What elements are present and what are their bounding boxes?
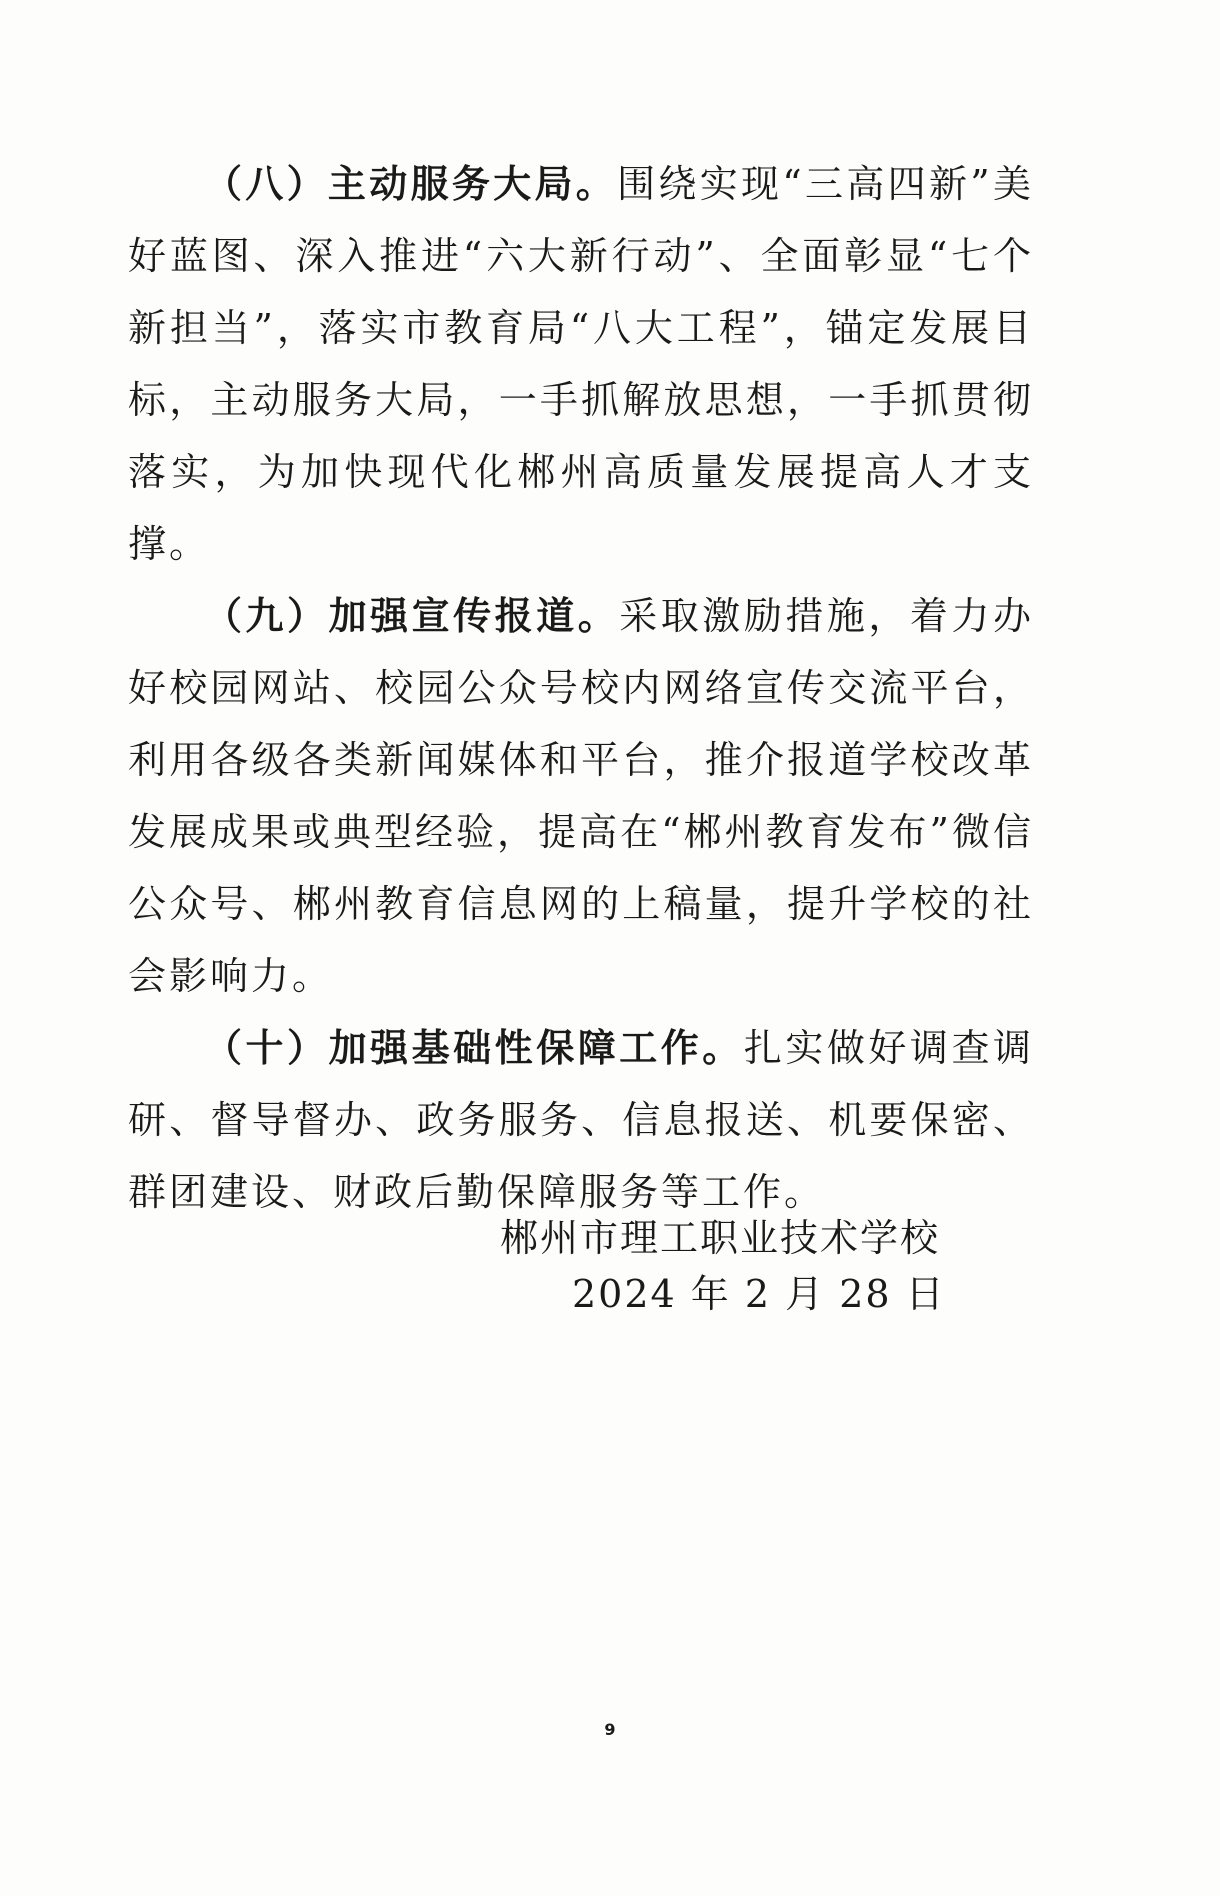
paragraph-ten-title: （十）加强基础性保障工作。 — [204, 1026, 744, 1070]
paragraph-ten — [128, 1012, 1034, 1228]
page-number: 9 — [604, 1720, 616, 1739]
paragraph-nine-title: （九）加强宣传报道。 — [204, 594, 620, 638]
paragraph-ten-text: 扎实做好调查调研、督导督办、政务服务、信息报送、机要保密、群团建设、财政后勤保障服务等工作。 — [128, 1026, 1034, 1214]
document-body — [128, 148, 1034, 1228]
signature-block — [500, 1210, 946, 1322]
paragraph-eight-title: （八）主动服务大局。 — [204, 162, 618, 206]
paragraph-nine — [128, 580, 1034, 1012]
signature-date: 2024 年 2 月 28 日 — [572, 1272, 946, 1316]
paragraph-nine-text: 采取激励措施，着力办好校园网站、校园公众号校内网络宣传交流平台，利用各级各类新闻媒体和平台，推介报道学校改革发展成果或典型经验，提高在“郴州教育发布”微信公众号、郴州教育信息网的上稿量，提升学校的社会影响力。 — [128, 594, 1034, 998]
paragraph-eight-text: 围绕实现“三高四新”美好蓝图、深入推进“六大新行动”、全面彰显“七个新担当”，落实市教育局“八大工程”，锚定发展目标，主动服务大局，一手抓解放思想，一手抓贯彻落实，为加快现代化郴州高质量发展提高人才支撑。 — [128, 162, 1034, 566]
signature-organization: 郴州市理工职业技术学校 — [500, 1216, 941, 1260]
paragraph-eight — [128, 148, 1034, 580]
